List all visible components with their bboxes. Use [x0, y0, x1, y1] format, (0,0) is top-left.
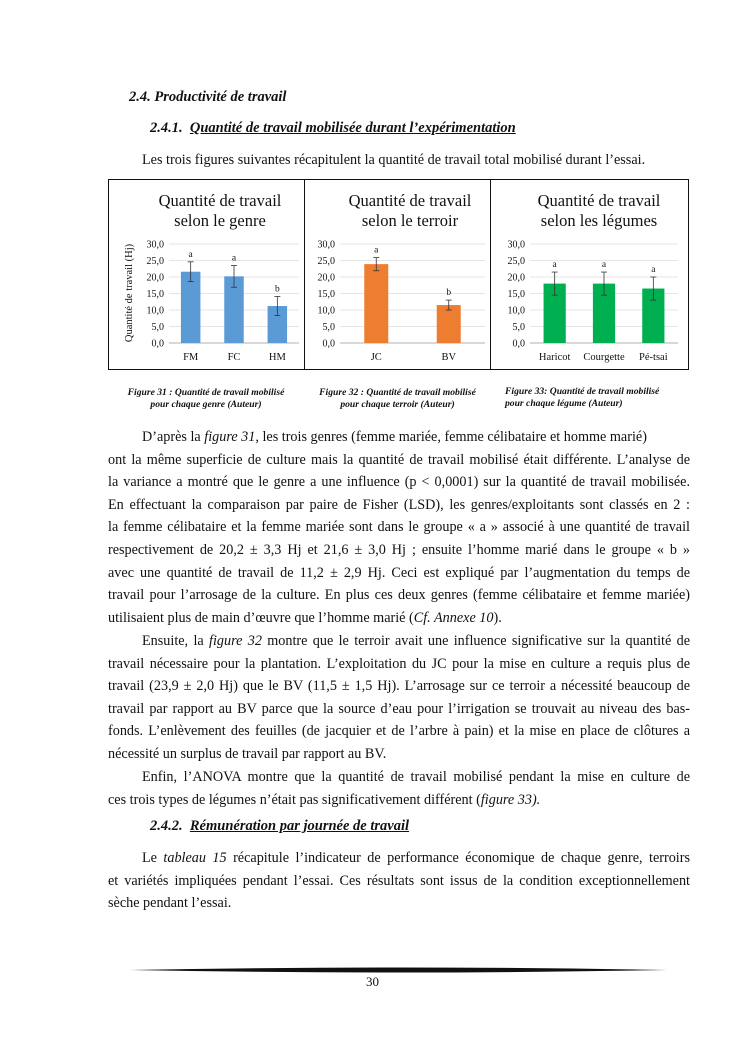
bar: [181, 272, 201, 343]
y-tick-label: 20,0: [317, 272, 335, 284]
y-tick-label: 0,0: [151, 338, 164, 350]
figure-31-caption: [108, 387, 304, 411]
significance-letter: b: [446, 288, 452, 299]
figure-reference: figure 32: [209, 633, 262, 649]
chart-title: Quantité de travail: [158, 191, 282, 210]
footer-rule: [130, 966, 667, 974]
chart-title: selon les légumes: [540, 211, 658, 230]
y-tick-label: 10,0: [317, 305, 335, 317]
subsection-heading-1: [150, 120, 516, 137]
paragraph-tableau-15: Le tableau 15 récapitule l’indicateur de performance économique de chaque genre, terroirs et variétés impliquées pendant l’essai. Ces résultats sont issus de la condition exceptionnellement sèche pendant l’essai.: [108, 850, 690, 912]
x-tick-label: BV: [441, 352, 457, 363]
paragraph-figure-33: Enfin, l’ANOVA montre que la quantité de travail mobilisé pendant la mise en culture de ces trois types de légumes n’était pas significativement différent (figure 33).: [108, 769, 690, 808]
y-tick-label: 0,0: [322, 338, 335, 350]
caption-line: pour chaque terroir (Auteur): [340, 399, 455, 410]
y-tick-label: 25,0: [317, 256, 335, 267]
y-tick-label: 10,0: [507, 305, 525, 317]
significance-letter: a: [601, 260, 607, 271]
y-tick-label: 0,0: [512, 338, 525, 350]
y-tick-label: 10,0: [146, 305, 164, 317]
y-tick-label: 30,0: [507, 239, 525, 251]
caption-line: Figure 31 : Quantité de travail mobilisé: [127, 387, 285, 398]
y-tick-label: 30,0: [317, 239, 335, 251]
x-tick-label: HM: [268, 352, 286, 363]
x-tick-label: Pé-tsai: [639, 352, 668, 363]
y-tick-label: 15,0: [507, 289, 525, 300]
caption-line: Figure 32 : Quantité de travail mobilisé: [319, 387, 476, 398]
subsection-title: Rémunération par journée de travail: [189, 818, 410, 834]
figure-reference: figure 33).: [480, 791, 541, 808]
y-tick-label: 30,0: [146, 239, 164, 251]
y-tick-label: 15,0: [146, 289, 164, 300]
x-tick-label: Haricot: [538, 352, 571, 363]
chart-title: Quantité de travail: [537, 191, 661, 210]
y-tick-label: 20,0: [507, 272, 525, 284]
bar: [364, 264, 388, 343]
chart-terroir: [306, 180, 490, 369]
chart-title: selon le terroir: [361, 211, 459, 230]
significance-letter: a: [552, 260, 557, 271]
caption-line: pour chaque légume (Auteur): [505, 398, 623, 409]
y-tick-label: 5,0: [322, 322, 335, 333]
x-tick-label: Courgette: [583, 352, 625, 363]
subsection-heading-2: [150, 818, 409, 835]
significance-letter: b: [274, 284, 280, 295]
subsection-number: 2.4.2.: [150, 818, 183, 834]
paragraph-figure-32: Ensuite, la figure 32 montre que le terroir avait une influence significative sur la quantité de travail nécessaire pour la plantation. L’exploitation du JC pour la mise en culture a requis plus de travail (23,9 ± 2,0 Hj) que le BV (11,5 ± 1,5 Hj). L’arrosage sur ce terroir a nécessité beaucoup de travail par rapport au BV parce que la source d’eau pour l’irrigation se trouvait au niveau des bas- fonds. L’enlèvement des feuilles (de jacquier et de l’arbre à pain) et la mise en place de clôtures a nécessité un surplus de travail par rapport au BV.: [108, 633, 690, 762]
figure-reference: figure 31: [204, 429, 256, 445]
figure-33-caption: [505, 386, 695, 410]
significance-letter: a: [188, 249, 193, 260]
significance-letter: a: [231, 253, 237, 264]
y-axis-label: Quantité de travail (Hj): [124, 243, 135, 343]
figure-32-caption: [305, 387, 490, 411]
subsection-number: 2.4.1.: [150, 120, 183, 136]
caption-line: Figure 33: Quantité de travail mobilisé: [505, 386, 660, 397]
x-tick-label: FC: [227, 352, 241, 363]
y-tick-label: 5,0: [512, 322, 525, 333]
chart-genre: [109, 180, 304, 369]
annex-reference: Cf. Annexe 10: [413, 609, 494, 626]
y-tick-label: 15,0: [317, 289, 335, 300]
chart-title: Quantité de travail: [348, 191, 472, 210]
caption-line: pour chaque genre (Auteur): [150, 399, 262, 410]
y-tick-label: 20,0: [146, 272, 164, 284]
table-reference: tableau 15: [163, 850, 227, 866]
chart-legumes: [492, 180, 688, 369]
y-tick-label: 25,0: [507, 256, 525, 267]
significance-letter: a: [374, 245, 379, 256]
section-heading: [129, 89, 286, 106]
page-number: 30: [366, 974, 379, 989]
x-tick-label: JC: [370, 352, 382, 363]
chart-title: selon le genre: [174, 211, 266, 230]
x-tick-label: FM: [183, 352, 199, 363]
significance-letter: a: [651, 265, 656, 275]
section-title: Productivité de travail: [154, 89, 287, 105]
subsection-title: Quantité de travail mobilisée durant l’expérimentation: [189, 120, 516, 136]
bar: [437, 305, 461, 343]
intro-text: Les trois figures suivantes récapitulent la quantité de travail total mobilisé durant l’essai.: [142, 152, 646, 168]
y-tick-label: 25,0: [146, 256, 164, 267]
section-number: 2.4.: [129, 89, 151, 105]
y-tick-label: 5,0: [151, 322, 164, 333]
paragraph-figure-31: D’après la figure 31, les trois genres (femme mariée, femme célibataire et homme marié) ont la même superficie de culture mais la quantité de travail mobilisé était différente. L’analyse de la variance a montré que le genre a une influence (p ˂ 0,0001) sur la quantité de travail mobilisée. En effectuant la comparaison par paire de Fisher (LSD), les genres/exploitants sont classés en 2 : la femme célibataire et la femme mariée sont dans le groupe « a » associé à une quantité de travail respectivement de 20,2 ± 3,3 Hj et 21,6 ± 3,0 Hj ; ensuite l’homme marié dans le groupe « b » avec une quantité de travail de 11,2 ± 2,9 Hj. Ceci est expliqué par l’augmentation du temps de travail pour l’arrosage de la culture. En plus ces deux genres (femme célibataire et femme mariée) utilisaient plus de main d’œuvre que l’homme marié (Cf. Annexe 10).: [108, 429, 690, 626]
